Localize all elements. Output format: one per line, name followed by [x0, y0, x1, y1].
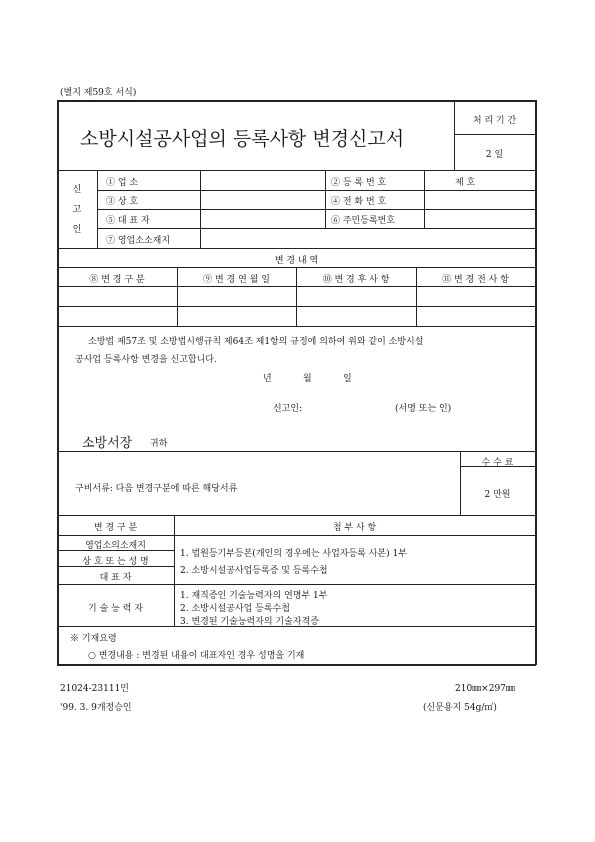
applicant-side-label: 신 고 인: [72, 185, 82, 235]
attach-row-name: 상 호 또 는 성 명: [82, 557, 149, 567]
col-change-type: ⑧ 변 경 구 분: [89, 275, 145, 285]
required-documents: 구비서류: 다음 변경구분에 따른 해당서류: [75, 484, 238, 494]
business-input[interactable]: [201, 171, 324, 189]
field-reg-no-label: ② 등 록 번 호: [331, 178, 387, 188]
office-address-input[interactable]: [201, 229, 534, 247]
attach-item: 1. 재직증인 기술능력자의 연명부 1부: [180, 591, 328, 601]
field-office-address-label: ⑦ 영업소소재지: [106, 236, 171, 246]
footer-paper-size: 210㎜×297㎜: [455, 684, 515, 694]
processing-value: 2 일: [485, 150, 504, 160]
attach-item: 2. 소방시설공사업 등록수첩: [180, 604, 290, 614]
field-trade-name-label: ③ 상 호: [106, 197, 139, 207]
change-history-rows[interactable]: [58, 287, 535, 325]
col-change-date: ⑨ 변 경 연 월 일: [203, 275, 270, 285]
field-business-label: ① 업 소: [106, 178, 139, 188]
recipient-name: 소방서장: [82, 436, 133, 451]
field-phone-label: ④ 전 화 번 호: [331, 197, 387, 207]
attach-col-change-type: 변 경 구 분: [93, 523, 138, 533]
date-year: 년: [263, 374, 272, 384]
reporter-label: 신고인:: [273, 404, 303, 414]
date-day: 일: [343, 374, 352, 384]
col-after-change: ⑩ 변 경 후 사 항: [322, 275, 390, 285]
phone-input[interactable]: [426, 191, 534, 208]
field-reg-no-value: 제 호: [455, 178, 476, 188]
fee-label: 수 수 료: [481, 458, 514, 468]
representative-input[interactable]: [201, 210, 324, 227]
attach-item: 3. 변경된 기술능력자의 기술자격증: [180, 617, 319, 627]
date-month: 월: [303, 374, 312, 384]
attach-row-office: 영업소의소재지: [85, 541, 146, 551]
col-before-change: ⑪ 변 경 전 사 항: [442, 275, 509, 285]
attach-row-technician: 기 술 능 력 자: [88, 604, 143, 614]
attach-item: 2. 소방시설공사업등록증 및 등록수첩: [180, 566, 328, 576]
attach-item: 1. 법원등기부등본(개인의 경우에는 사업자등록 사본) 1부: [180, 549, 407, 559]
attach-col-items: 첨 부 사 항: [332, 523, 377, 533]
footer-form-code: 21024-23111민: [60, 684, 129, 694]
resident-no-input[interactable]: [426, 210, 534, 227]
notes-title: ※ 기재요령: [70, 634, 117, 644]
trade-name-input[interactable]: [201, 191, 324, 208]
notes-item: ○ 변경내용 : 변경된 내용이 대표자인 경우 성명을 기재: [88, 651, 305, 661]
declaration-line2: 공사업 등록사항 변경을 신고합니다.: [75, 355, 217, 365]
recipient-suffix: 귀하: [150, 439, 168, 449]
declaration-line1: 소방법 제57조 및 소방법시행규칙 제64조 제1항의 규정에 의하여 위와 같이 소방시설: [88, 337, 424, 347]
fee-value: 2 만원: [484, 490, 511, 500]
attach-row-representative: 대 표 자: [99, 573, 132, 583]
field-resident-no-label: ⑥ 주민등록번호: [331, 216, 396, 226]
footer-approval: '99. 3. 9개정승인: [60, 703, 132, 713]
processing-label: 처 리 기 간: [472, 116, 517, 126]
signature-note: (서명 또는 인): [395, 404, 452, 414]
form-title: 소방시설공사업의 등록사항 변경신고서: [80, 128, 405, 150]
footer-paper-type: (신문용지 54g/㎡): [423, 703, 497, 713]
field-representative-label: ⑤ 대 표 자: [106, 216, 150, 226]
change-history-header: 변 경 내 역: [274, 256, 319, 266]
reporter-signature-field[interactable]: [318, 398, 388, 413]
form-id: (별지 제59호 서식): [60, 88, 137, 98]
